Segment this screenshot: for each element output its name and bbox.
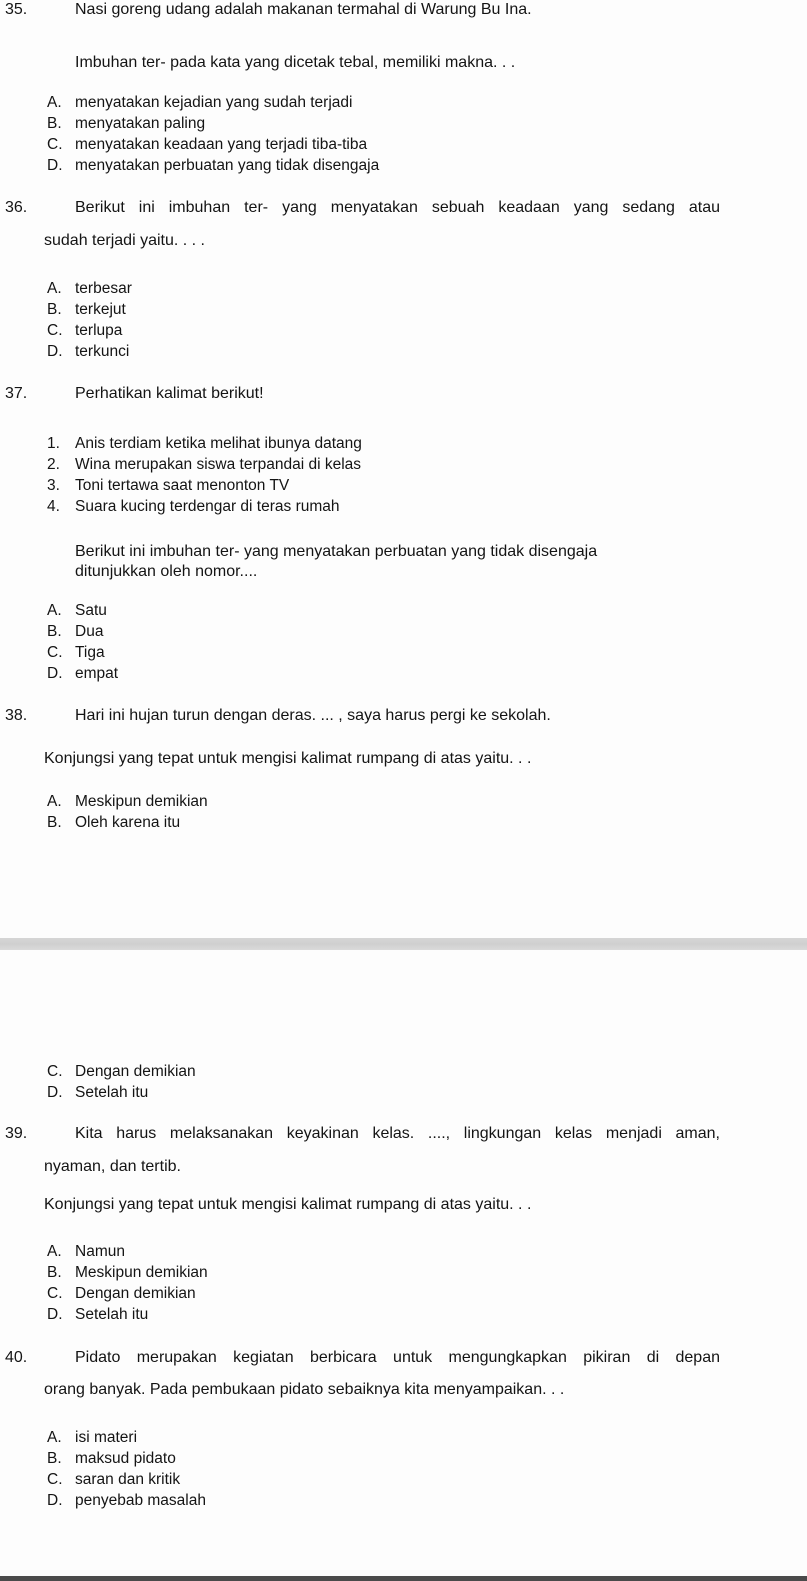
option-c[interactable]: C. Dengan demikian	[47, 1285, 196, 1302]
option-b[interactable]: B. menyatakan paling	[47, 115, 206, 132]
page-break-divider	[0, 938, 807, 950]
question-text-line2: sudah terjadi yaitu. . . .	[44, 232, 205, 249]
option-d[interactable]: D. Setelah itu	[47, 1306, 149, 1323]
option-b[interactable]: B. terkejut	[47, 301, 126, 318]
option-b[interactable]: B. Meskipun demikian	[47, 1264, 208, 1281]
sentence-item: 2. Wina merupakan siswa terpandai di kelas	[47, 456, 362, 473]
question-number: 40.	[5, 1349, 28, 1366]
question-number: 39.	[5, 1125, 28, 1142]
option-d[interactable]: D. terkunci	[47, 343, 130, 360]
option-d[interactable]: D. menyatakan perbuatan yang tidak disengaja	[47, 157, 380, 174]
option-c[interactable]: C. saran dan kritik	[47, 1471, 181, 1488]
option-b[interactable]: B. Oleh karena itu	[47, 814, 181, 831]
question-number: 37.	[5, 385, 28, 402]
question-number: 36.	[5, 199, 28, 216]
question-text-line1: Berikut ini imbuhan ter- yang menyatakan sebuah keadaan yang sedang atau	[75, 199, 720, 216]
option-a[interactable]: A. Meskipun demikian	[47, 793, 208, 810]
bottom-edge-bar	[0, 1576, 807, 1581]
question-prompt: Konjungsi yang tepat untuk mengisi kalimat rumpang di atas yaitu. . .	[44, 1196, 532, 1213]
option-b[interactable]: B. Dua	[47, 623, 104, 640]
option-d[interactable]: D. penyebab masalah	[47, 1492, 206, 1509]
question-text-line1: Pidato merupakan kegiatan berbicara untuk mengungkapkan pikiran di depan	[75, 1349, 720, 1366]
option-a[interactable]: A. menyatakan kejadian yang sudah terjadi	[47, 94, 353, 111]
sentence-item: 1. Anis terdiam ketika melihat ibunya datang	[47, 435, 362, 452]
option-a[interactable]: A. terbesar	[47, 280, 132, 297]
question-text: Hari ini hujan turun dengan deras. ... , saya harus pergi ke sekolah.	[75, 707, 551, 724]
question-prompt: Imbuhan ter- pada kata yang dicetak tebal, memiliki makna. . .	[75, 54, 516, 71]
option-d[interactable]: D. Setelah itu	[47, 1084, 149, 1101]
option-b[interactable]: B. maksud pidato	[47, 1450, 176, 1467]
question-text-line2: nyaman, dan tertib.	[44, 1158, 181, 1175]
question-number: 38.	[5, 707, 28, 724]
option-c[interactable]: C. Tiga	[47, 644, 105, 661]
question-text-line1: Kita harus melaksanakan keyakinan kelas. ...., lingkungan kelas menjadi aman,	[75, 1125, 720, 1142]
option-c[interactable]: C. Dengan demikian	[47, 1063, 196, 1080]
sentence-item: 3. Toni tertawa saat menonton TV	[47, 477, 290, 494]
option-a[interactable]: A. isi materi	[47, 1429, 138, 1446]
option-a[interactable]: A. Satu	[47, 602, 107, 619]
question-number: 35.	[5, 1, 28, 18]
question-prompt-line2: ditunjukkan oleh nomor....	[75, 563, 258, 580]
option-c[interactable]: C. menyatakan keadaan yang terjadi tiba-tiba	[47, 136, 368, 153]
question-text-line2: orang banyak. Pada pembukaan pidato sebaiknya kita menyampaikan. . .	[44, 1381, 565, 1398]
option-d[interactable]: D. empat	[47, 665, 119, 682]
question-text: Perhatikan kalimat berikut!	[75, 385, 264, 402]
option-a[interactable]: A. Namun	[47, 1243, 125, 1260]
question-text: Nasi goreng udang adalah makanan termahal di Warung Bu Ina.	[75, 1, 532, 18]
option-c[interactable]: C. terlupa	[47, 322, 123, 339]
sentence-item: 4. Suara kucing terdengar di teras rumah	[47, 498, 340, 515]
question-prompt-line1: Berikut ini imbuhan ter- yang menyatakan perbuatan yang tidak disengaja	[75, 543, 598, 560]
question-prompt: Konjungsi yang tepat untuk mengisi kalimat rumpang di atas yaitu. . .	[44, 750, 532, 767]
